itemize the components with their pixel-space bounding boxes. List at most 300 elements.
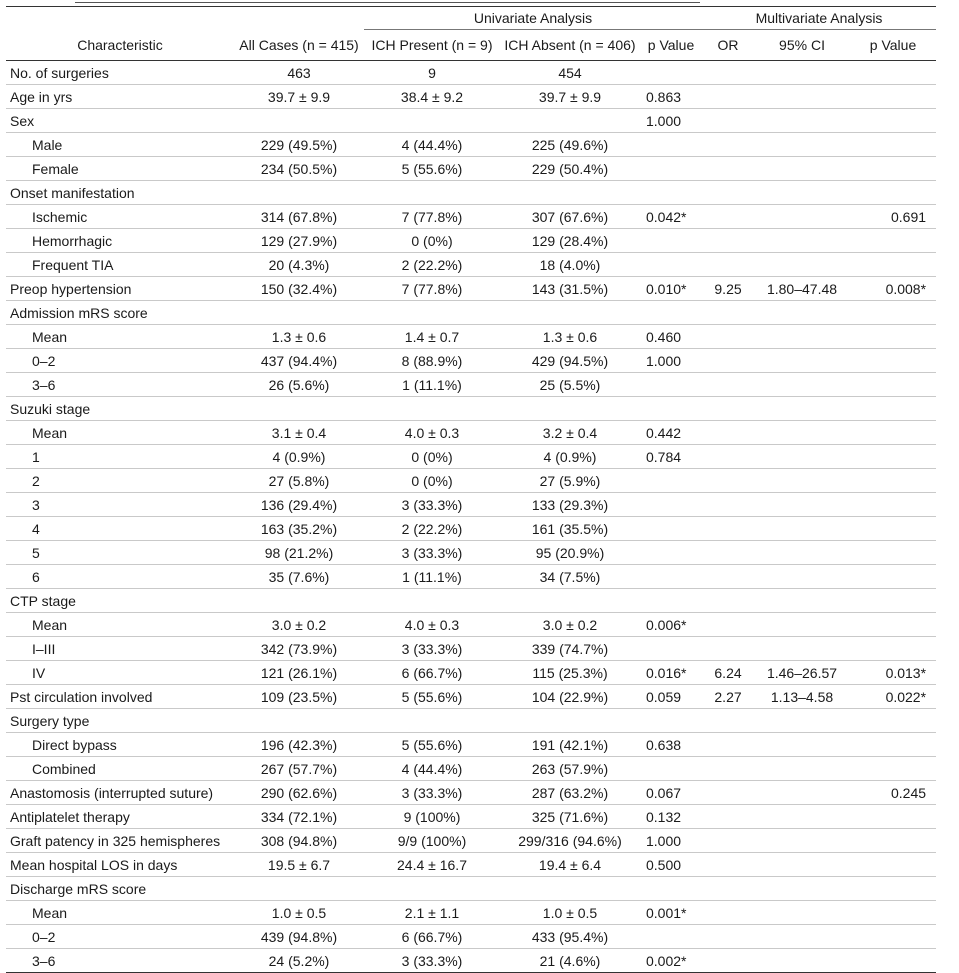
- row-label: 3–6: [6, 949, 234, 973]
- cell-ich-absent: 4 (0.9%): [500, 445, 640, 469]
- cell-or: [702, 781, 754, 805]
- cell-ich-absent: 287 (63.2%): [500, 781, 640, 805]
- cell-p-value: [640, 61, 702, 85]
- row-label: Antiplatelet therapy: [6, 805, 234, 829]
- cell-all-cases: 4 (0.9%): [234, 445, 364, 469]
- row-label: 0–2: [6, 349, 234, 373]
- cell-p-value-multi: [850, 157, 936, 181]
- row-label: I–III: [6, 637, 234, 661]
- row-label: Mean: [6, 421, 234, 445]
- cell-all-cases: 150 (32.4%): [234, 277, 364, 301]
- cell-all-cases: 334 (72.1%): [234, 805, 364, 829]
- row-label: 4: [6, 517, 234, 541]
- row-label: Surgery type: [6, 709, 234, 733]
- cell-p-value: [640, 925, 702, 949]
- cell-p-value-multi: [850, 181, 936, 205]
- cell-ich-present: 9: [364, 61, 500, 85]
- cell-p-value-multi: [850, 397, 936, 421]
- cell-ich-absent: 1.3 ± 0.6: [500, 325, 640, 349]
- cell-p-value: [640, 229, 702, 253]
- table-row: [6, 709, 936, 733]
- table-row: [6, 565, 936, 589]
- row-label: IV: [6, 661, 234, 685]
- cell-ci: [754, 253, 850, 277]
- cell-ci: [754, 445, 850, 469]
- cell-ich-present: [364, 181, 500, 205]
- cell-all-cases: 39.7 ± 9.9: [234, 85, 364, 109]
- cell-ich-present: 2 (22.2%): [364, 253, 500, 277]
- cell-all-cases: 342 (73.9%): [234, 637, 364, 661]
- cell-p-value-multi: [850, 805, 936, 829]
- cell-all-cases: 314 (67.8%): [234, 205, 364, 229]
- table-row: [6, 373, 936, 397]
- cell-p-value: 0.784: [640, 445, 702, 469]
- cell-all-cases: 1.0 ± 0.5: [234, 901, 364, 925]
- cell-p-value-multi: 0.022*: [850, 685, 936, 709]
- col-header-all-cases: All Cases (n = 415): [234, 30, 364, 61]
- cell-ci: 1.80–47.48: [754, 277, 850, 301]
- row-label: 3–6: [6, 373, 234, 397]
- row-label: Anastomosis (interrupted suture): [6, 781, 234, 805]
- cell-all-cases: 3.0 ± 0.2: [234, 613, 364, 637]
- cell-ich-absent: 34 (7.5%): [500, 565, 640, 589]
- table-row: [6, 133, 936, 157]
- cell-all-cases: 26 (5.6%): [234, 373, 364, 397]
- cell-all-cases: [234, 589, 364, 613]
- cell-p-value-multi: [850, 829, 936, 853]
- cell-or: [702, 181, 754, 205]
- col-header-characteristic: Characteristic: [6, 30, 234, 61]
- cell-ich-present: 1 (11.1%): [364, 373, 500, 397]
- cell-p-value-multi: [850, 709, 936, 733]
- table-row: [6, 325, 936, 349]
- table-row: [6, 901, 936, 925]
- cell-or: [702, 85, 754, 109]
- row-label: Sex: [6, 109, 234, 133]
- cell-all-cases: 196 (42.3%): [234, 733, 364, 757]
- cell-ich-present: 7 (77.8%): [364, 277, 500, 301]
- cell-or: [702, 205, 754, 229]
- cell-ci: [754, 757, 850, 781]
- cell-ich-absent: 307 (67.6%): [500, 205, 640, 229]
- cell-ci: [754, 325, 850, 349]
- cell-p-value-multi: [850, 325, 936, 349]
- cell-ci: [754, 229, 850, 253]
- cell-all-cases: [234, 709, 364, 733]
- cell-ich-absent: 161 (35.5%): [500, 517, 640, 541]
- cell-or: [702, 733, 754, 757]
- table-row: [6, 685, 936, 709]
- cell-p-value: 0.067: [640, 781, 702, 805]
- cell-p-value-multi: [850, 61, 936, 85]
- cell-p-value: [640, 253, 702, 277]
- multivariate-group-header: Multivariate Analysis: [702, 7, 936, 30]
- col-header-ich-present: ICH Present (n = 9): [364, 30, 500, 61]
- cell-ci: 1.13–4.58: [754, 685, 850, 709]
- table-body: [6, 61, 936, 973]
- cell-ci: 1.46–26.57: [754, 661, 850, 685]
- cell-ich-absent: 433 (95.4%): [500, 925, 640, 949]
- cell-p-value-multi: [850, 133, 936, 157]
- cell-ich-present: 3 (33.3%): [364, 541, 500, 565]
- cell-ci: [754, 589, 850, 613]
- cell-ich-present: [364, 109, 500, 133]
- cell-p-value-multi: 0.691: [850, 205, 936, 229]
- row-label: No. of surgeries: [6, 61, 234, 85]
- cell-ich-present: 4.0 ± 0.3: [364, 421, 500, 445]
- cell-p-value: [640, 877, 702, 901]
- cell-p-value-multi: [850, 925, 936, 949]
- cell-p-value: [640, 757, 702, 781]
- cell-ich-present: [364, 709, 500, 733]
- cell-p-value: 0.638: [640, 733, 702, 757]
- cell-or: [702, 61, 754, 85]
- cell-or: [702, 541, 754, 565]
- cell-ich-absent: 21 (4.6%): [500, 949, 640, 973]
- row-label: Age in yrs: [6, 85, 234, 109]
- cell-all-cases: 109 (23.5%): [234, 685, 364, 709]
- row-label: CTP stage: [6, 589, 234, 613]
- cell-or: [702, 853, 754, 877]
- cell-ci: [754, 541, 850, 565]
- cell-ci: [754, 829, 850, 853]
- cell-p-value-multi: [850, 565, 936, 589]
- cell-all-cases: 20 (4.3%): [234, 253, 364, 277]
- cell-ich-present: 6 (66.7%): [364, 661, 500, 685]
- table-row: [6, 157, 936, 181]
- table-row: [6, 541, 936, 565]
- cell-ci: [754, 61, 850, 85]
- cell-ci: [754, 181, 850, 205]
- cell-p-value: [640, 181, 702, 205]
- table-row: [6, 349, 936, 373]
- cell-ich-absent: 133 (29.3%): [500, 493, 640, 517]
- table-row: [6, 229, 936, 253]
- cell-p-value-multi: [850, 373, 936, 397]
- cell-all-cases: 308 (94.8%): [234, 829, 364, 853]
- cell-or: [702, 637, 754, 661]
- cell-ich-present: 7 (77.8%): [364, 205, 500, 229]
- cell-ich-absent: [500, 301, 640, 325]
- cell-ich-present: 4 (44.4%): [364, 133, 500, 157]
- cell-p-value-multi: [850, 949, 936, 973]
- table-row: [6, 109, 936, 133]
- cell-ci: [754, 397, 850, 421]
- cell-ich-absent: [500, 589, 640, 613]
- cell-ich-absent: 104 (22.9%): [500, 685, 640, 709]
- cell-or: [702, 805, 754, 829]
- cell-p-value-multi: [850, 445, 936, 469]
- table-row: [6, 661, 936, 685]
- cell-p-value: 0.460: [640, 325, 702, 349]
- cell-ich-present: [364, 877, 500, 901]
- cell-or: [702, 349, 754, 373]
- cell-ich-absent: 39.7 ± 9.9: [500, 85, 640, 109]
- cell-or: [702, 397, 754, 421]
- cell-ci: [754, 925, 850, 949]
- cell-ci: [754, 901, 850, 925]
- cell-all-cases: 437 (94.4%): [234, 349, 364, 373]
- table-row: [6, 61, 936, 85]
- row-label: Graft patency in 325 hemispheres: [6, 829, 234, 853]
- top-rule: [75, 2, 700, 3]
- col-header-or: OR: [702, 30, 754, 61]
- cell-p-value: 1.000: [640, 829, 702, 853]
- cell-p-value: 0.500: [640, 853, 702, 877]
- cell-ci: [754, 805, 850, 829]
- cell-or: [702, 253, 754, 277]
- cell-ci: [754, 949, 850, 973]
- cell-ich-absent: 95 (20.9%): [500, 541, 640, 565]
- cell-all-cases: [234, 109, 364, 133]
- table-row: [6, 877, 936, 901]
- cell-p-value-multi: [850, 421, 936, 445]
- cell-p-value-multi: [850, 517, 936, 541]
- cell-ich-present: 38.4 ± 9.2: [364, 85, 500, 109]
- table-row: [6, 253, 936, 277]
- cell-ci: [754, 157, 850, 181]
- row-label: Hemorrhagic: [6, 229, 234, 253]
- cell-ich-present: 2.1 ± 1.1: [364, 901, 500, 925]
- row-label: Discharge mRS score: [6, 877, 234, 901]
- cell-p-value: 0.002*: [640, 949, 702, 973]
- cell-all-cases: 98 (21.2%): [234, 541, 364, 565]
- cell-ich-present: 3 (33.3%): [364, 781, 500, 805]
- cell-ci: [754, 301, 850, 325]
- cell-ich-absent: [500, 181, 640, 205]
- cell-or: [702, 493, 754, 517]
- cell-or: [702, 445, 754, 469]
- row-label: Female: [6, 157, 234, 181]
- cell-or: [702, 565, 754, 589]
- cell-p-value-multi: 0.245: [850, 781, 936, 805]
- cell-ich-absent: 299/316 (94.6%): [500, 829, 640, 853]
- cell-ich-present: 8 (88.9%): [364, 349, 500, 373]
- header-group-row: [6, 7, 936, 30]
- cell-ich-absent: 1.0 ± 0.5: [500, 901, 640, 925]
- table-row: [6, 397, 936, 421]
- cell-p-value-multi: [850, 901, 936, 925]
- cell-ich-absent: 143 (31.5%): [500, 277, 640, 301]
- cell-all-cases: 136 (29.4%): [234, 493, 364, 517]
- cell-p-value: [640, 373, 702, 397]
- cell-all-cases: 121 (26.1%): [234, 661, 364, 685]
- cell-ich-present: 5 (55.6%): [364, 685, 500, 709]
- cell-all-cases: 19.5 ± 6.7: [234, 853, 364, 877]
- table-row: [6, 85, 936, 109]
- table-row: [6, 781, 936, 805]
- cell-ich-absent: 191 (42.1%): [500, 733, 640, 757]
- table-row: [6, 613, 936, 637]
- row-label: 6: [6, 565, 234, 589]
- cell-or: [702, 469, 754, 493]
- cell-ci: [754, 421, 850, 445]
- cell-ci: [754, 565, 850, 589]
- row-label: 2: [6, 469, 234, 493]
- row-label: Onset manifestation: [6, 181, 234, 205]
- row-label: Frequent TIA: [6, 253, 234, 277]
- cell-p-value-multi: [850, 853, 936, 877]
- cell-ci: [754, 637, 850, 661]
- row-label: Direct bypass: [6, 733, 234, 757]
- row-label: Pst circulation involved: [6, 685, 234, 709]
- table-row: [6, 805, 936, 829]
- cell-ich-present: [364, 397, 500, 421]
- cell-or: [702, 133, 754, 157]
- col-header-ich-absent: ICH Absent (n = 406): [500, 30, 640, 61]
- cell-ci: [754, 205, 850, 229]
- cell-ich-present: 5 (55.6%): [364, 733, 500, 757]
- cell-p-value-multi: [850, 877, 936, 901]
- cell-or: [702, 229, 754, 253]
- cell-all-cases: 3.1 ± 0.4: [234, 421, 364, 445]
- table-row: [6, 829, 936, 853]
- cell-or: [702, 517, 754, 541]
- cell-ci: [754, 469, 850, 493]
- cell-ich-absent: 18 (4.0%): [500, 253, 640, 277]
- cell-ich-present: 9/9 (100%): [364, 829, 500, 853]
- cell-p-value-multi: [850, 613, 936, 637]
- cell-p-value-multi: [850, 85, 936, 109]
- cell-p-value: [640, 517, 702, 541]
- cell-p-value: [640, 493, 702, 517]
- cell-p-value-multi: [850, 589, 936, 613]
- table-row: [6, 589, 936, 613]
- cell-or: [702, 901, 754, 925]
- cell-all-cases: 290 (62.6%): [234, 781, 364, 805]
- cell-p-value: 0.016*: [640, 661, 702, 685]
- cell-or: [702, 157, 754, 181]
- cell-p-value-multi: [850, 109, 936, 133]
- cell-ich-present: 24.4 ± 16.7: [364, 853, 500, 877]
- row-label: Mean: [6, 901, 234, 925]
- cell-ich-present: 0 (0%): [364, 229, 500, 253]
- cell-ich-present: 3 (33.3%): [364, 493, 500, 517]
- cell-ich-absent: 27 (5.9%): [500, 469, 640, 493]
- cell-ich-absent: 225 (49.6%): [500, 133, 640, 157]
- cell-ich-present: 4.0 ± 0.3: [364, 613, 500, 637]
- cell-ich-absent: 25 (5.5%): [500, 373, 640, 397]
- cell-or: [702, 949, 754, 973]
- cell-all-cases: 463: [234, 61, 364, 85]
- row-label: 1: [6, 445, 234, 469]
- cell-p-value: [640, 301, 702, 325]
- cell-p-value: 0.010*: [640, 277, 702, 301]
- cell-p-value: 0.442: [640, 421, 702, 445]
- cell-ci: [754, 877, 850, 901]
- cell-ich-absent: 339 (74.7%): [500, 637, 640, 661]
- cell-ich-absent: 229 (50.4%): [500, 157, 640, 181]
- cell-or: [702, 373, 754, 397]
- header-column-row: [6, 30, 936, 61]
- col-header-ci: 95% CI: [754, 30, 850, 61]
- cell-ich-absent: 129 (28.4%): [500, 229, 640, 253]
- cell-all-cases: [234, 301, 364, 325]
- cell-ci: [754, 349, 850, 373]
- cell-p-value-multi: [850, 349, 936, 373]
- cell-p-value: 1.000: [640, 109, 702, 133]
- cell-p-value: 0.001*: [640, 901, 702, 925]
- row-label: Male: [6, 133, 234, 157]
- cell-p-value: [640, 637, 702, 661]
- cell-ich-present: 4 (44.4%): [364, 757, 500, 781]
- table-header: [6, 7, 936, 61]
- cell-or: [702, 925, 754, 949]
- table-row: [6, 181, 936, 205]
- row-label: Admission mRS score: [6, 301, 234, 325]
- table-row: [6, 517, 936, 541]
- cell-p-value-multi: [850, 469, 936, 493]
- cell-ich-absent: 325 (71.6%): [500, 805, 640, 829]
- row-label: Suzuki stage: [6, 397, 234, 421]
- cell-all-cases: 267 (57.7%): [234, 757, 364, 781]
- cell-p-value-multi: [850, 541, 936, 565]
- cell-p-value: [640, 541, 702, 565]
- cell-ich-absent: 263 (57.9%): [500, 757, 640, 781]
- cell-ich-absent: 19.4 ± 6.4: [500, 853, 640, 877]
- cell-p-value-multi: [850, 253, 936, 277]
- cell-all-cases: 229 (49.5%): [234, 133, 364, 157]
- table-row: [6, 925, 936, 949]
- table-row: [6, 445, 936, 469]
- table-row: [6, 949, 936, 973]
- cell-ci: [754, 109, 850, 133]
- cell-ich-absent: [500, 709, 640, 733]
- cell-ci: [754, 733, 850, 757]
- cell-ci: [754, 781, 850, 805]
- cell-ich-present: 0 (0%): [364, 445, 500, 469]
- row-label: 3: [6, 493, 234, 517]
- table-row: [6, 277, 936, 301]
- cell-p-value: [640, 709, 702, 733]
- cell-p-value-multi: [850, 757, 936, 781]
- univariate-group-header: Univariate Analysis: [364, 7, 702, 30]
- row-label: Mean: [6, 613, 234, 637]
- cell-all-cases: [234, 181, 364, 205]
- cell-p-value: 0.006*: [640, 613, 702, 637]
- cell-or: [702, 589, 754, 613]
- row-label: Preop hypertension: [6, 277, 234, 301]
- table-row: [6, 733, 936, 757]
- cell-or: [702, 709, 754, 733]
- row-label: Ischemic: [6, 205, 234, 229]
- cell-or: [702, 757, 754, 781]
- cell-all-cases: 27 (5.8%): [234, 469, 364, 493]
- cell-or: [702, 421, 754, 445]
- cell-p-value-multi: [850, 229, 936, 253]
- cell-or: [702, 109, 754, 133]
- cell-or: [702, 877, 754, 901]
- cell-p-value-multi: [850, 733, 936, 757]
- cell-ich-present: 0 (0%): [364, 469, 500, 493]
- col-header-p-value-multi: p Value: [850, 30, 936, 61]
- cell-p-value: [640, 469, 702, 493]
- cell-ich-absent: 3.0 ± 0.2: [500, 613, 640, 637]
- cell-ich-present: 3 (33.3%): [364, 637, 500, 661]
- cell-p-value: 0.059: [640, 685, 702, 709]
- cell-ich-absent: [500, 397, 640, 421]
- cell-p-value: [640, 133, 702, 157]
- cell-p-value: 0.042*: [640, 205, 702, 229]
- cell-p-value-multi: 0.013*: [850, 661, 936, 685]
- col-header-p-value: p Value: [640, 30, 702, 61]
- row-label: Combined: [6, 757, 234, 781]
- cell-ich-absent: 454: [500, 61, 640, 85]
- cell-ci: [754, 517, 850, 541]
- cell-or: 9.25: [702, 277, 754, 301]
- row-label: 0–2: [6, 925, 234, 949]
- cell-all-cases: 24 (5.2%): [234, 949, 364, 973]
